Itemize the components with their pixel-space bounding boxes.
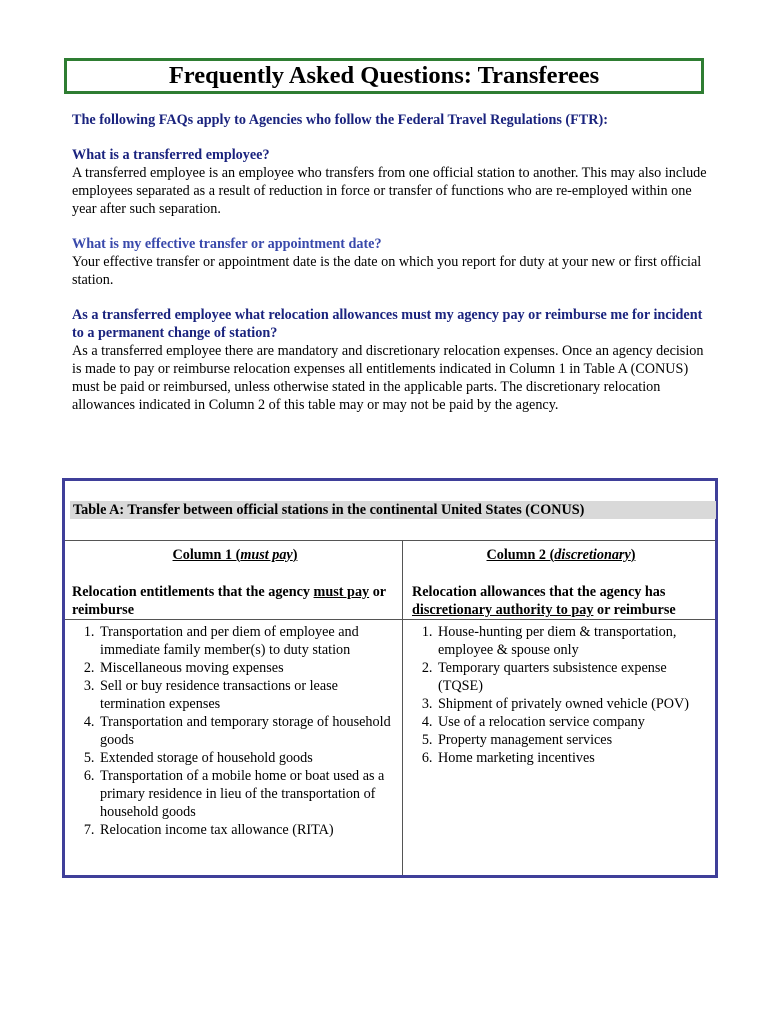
- column-1-header-suffix: ): [292, 547, 298, 563]
- column-2-sub-underlined: discretionary authority to pay: [412, 602, 594, 618]
- list-item: 3. Shipment of privately owned vehicle (POV): [436, 695, 712, 713]
- faq-item: [72, 306, 712, 414]
- faq-item: [72, 146, 712, 218]
- list-item: 6. Home marketing incentives: [436, 749, 712, 767]
- column-2-header-suffix: ): [630, 547, 636, 563]
- table-divider: [65, 619, 715, 620]
- faq-question: What is my effective transfer or appointment date?: [72, 236, 382, 252]
- faq-answer: As a transferred employee there are mandatory and discretionary relocation expenses. Once an agency decision is made to pay or reimburse relocation expenses all entitlements indicated in Column 1 in Table A (CONUS) must be paid or reimbursed, unless otherwise stated in the applicable parts. The discretionary relocation allowances indicated in Column 2 of this table may or may not be paid by the agency.: [72, 343, 704, 413]
- column-1-header: [72, 547, 398, 564]
- column-2-subheading: [412, 583, 712, 619]
- title-box: [64, 58, 704, 94]
- faq-answer: Your effective transfer or appointment date is the date on which you report for duty at your new or first official station.: [72, 254, 702, 288]
- table-divider: [65, 540, 715, 541]
- column-2-sub-text-end: or reimburse: [593, 602, 676, 618]
- column-1-sub-text: Relocation entitlements that the agency: [72, 584, 314, 600]
- column-2-header: [405, 547, 717, 564]
- list-item: 4. Use of a relocation service company: [436, 713, 712, 731]
- list-item: 4. Transportation and temporary storage of household goods: [98, 713, 402, 749]
- table-caption: Table A: Transfer between official stations in the continental United States (CONUS): [70, 501, 716, 519]
- list-item: 5. Property management services: [436, 731, 712, 749]
- column-2-sub-text: Relocation allowances that the agency has: [412, 584, 666, 600]
- column-1-list: [62, 623, 402, 839]
- column-1-sub-text-end: or reimburse: [72, 584, 386, 618]
- column-2-list: [400, 623, 712, 767]
- column-1-sub-underlined: must pay: [313, 584, 370, 600]
- list-item: 3. Sell or buy residence transactions or lease termination expenses: [98, 677, 402, 713]
- list-item: 2. Temporary quarters subsistence expense (TQSE): [436, 659, 712, 695]
- list-item: 1. Transportation and per diem of employee and immediate family member(s) to duty station: [98, 623, 402, 659]
- list-item: 7. Relocation income tax allowance (RITA): [98, 821, 402, 839]
- faq-question: As a transferred employee what relocation allowances must my agency pay or reimburse me for incident to a permanent change of station?: [72, 307, 703, 341]
- faq-item: [72, 235, 712, 289]
- list-item: 1. House-hunting per diem & transportation, employee & spouse only: [436, 623, 712, 659]
- column-1-subheading: [72, 583, 398, 619]
- list-item: 5. Extended storage of household goods: [98, 749, 402, 767]
- list-item: 6. Transportation of a mobile home or boat used as a primary residence in lieu of the transportation of household goods: [98, 767, 402, 821]
- faq-answer: A transferred employee is an employee who transfers from one official station to another. This may also include employees separated as a result of reduction in force or transfer of functions who are re-employed within one year after such separation.: [72, 165, 707, 217]
- list-item: 2. Miscellaneous moving expenses: [98, 659, 402, 677]
- page-title: Frequently Asked Questions: Transferees: [168, 62, 600, 89]
- column-1-header-prefix: Column 1 (: [172, 547, 241, 563]
- faq-question: What is a transferred employee?: [72, 147, 270, 163]
- column-1-header-emphasis: must pay: [240, 547, 293, 563]
- column-2-header-prefix: Column 2 (: [486, 547, 555, 563]
- intro-text: The following FAQs apply to Agencies who follow the Federal Travel Regulations (FTR):: [72, 112, 608, 128]
- column-2-header-emphasis: discretionary: [554, 547, 631, 563]
